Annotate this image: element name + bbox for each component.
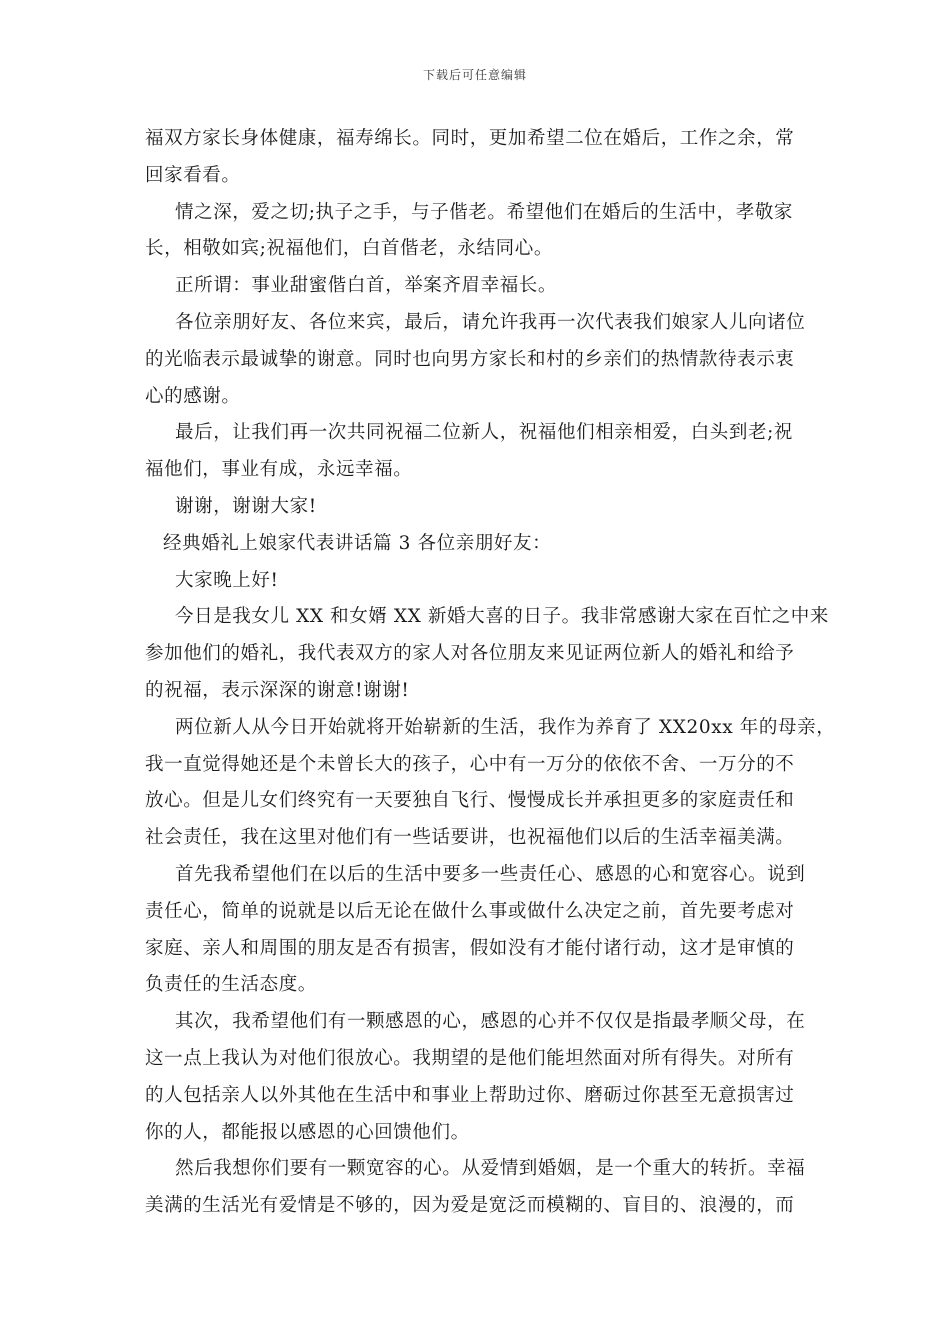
paragraph-line: 经典婚礼上娘家代表讲话篇 3 各位亲朋好友：: [163, 532, 552, 554]
paragraph-line: 的祝福，表示深深的谢意!谢谢!: [145, 679, 410, 701]
paragraph: [145, 489, 805, 526]
paragraph-line: 你的人，都能报以感恩的心回馈他们。: [145, 1121, 470, 1143]
paragraph: [145, 857, 805, 1004]
paragraph-line: 情之深，爱之切;执子之手，与子偕老。希望他们在婚后的生活中，孝敬家: [175, 201, 794, 223]
paragraph: [145, 1004, 805, 1151]
paragraph-line: 首先我希望他们在以后的生活中要多一些责任心、感恩的心和宽容心。说到: [175, 863, 806, 885]
paragraph-line: 长，相敬如宾;祝福他们，白首偕老，永结同心。: [145, 238, 553, 260]
paragraph-line: 最后，让我们再一次共同祝福二位新人，祝福他们相亲相爱，白头到老;祝: [175, 422, 794, 444]
paragraph-line: 谢谢，谢谢大家!: [175, 495, 317, 517]
paragraph-line: 美满的生活光有爱情是不够的，因为爱是宽泛而模糊的、盲目的、浪漫的，而: [145, 1195, 795, 1217]
paragraph-line: 我一直觉得她还是个未曾长大的孩子，心中有一万分的依依不舍、一万分的不: [145, 753, 795, 775]
paragraph-line: 大家晚上好!: [175, 569, 279, 591]
paragraph-line: 这一点上我认为对他们很放心。我期望的是他们能坦然面对所有得失。对所有: [145, 1047, 795, 1069]
paragraph-line: 各位亲朋好友、各位来宾，最后，请允许我再一次代表我们娘家人儿向诸位: [175, 311, 806, 333]
paragraph: [145, 526, 805, 563]
header-note: 下载后可任意编辑: [422, 68, 527, 82]
paragraph-line: 责任心，简单的说就是以后无论在做什么事或做什么决定之前，首先要考虑对: [145, 900, 795, 922]
paragraph: [145, 121, 805, 195]
paragraph-line: 家庭、亲人和周围的朋友是否有损害，假如没有才能付诸行动，这才是审慎的: [145, 937, 795, 959]
paragraph: [145, 415, 805, 489]
paragraph: [145, 1151, 805, 1225]
paragraph-line: 负责任的生活态度。: [145, 974, 317, 996]
paragraph-line: 正所谓：事业甜蜜偕白首，举案齐眉幸福长。: [175, 275, 558, 297]
paragraph-line: 心的感谢。: [145, 385, 241, 407]
paragraph: [145, 268, 805, 305]
paragraph-line: 然后我想你们要有一颗宽容的心。从爱情到婚姻，是一个重大的转折。幸福: [175, 1158, 806, 1180]
paragraph-line: 回家看看。: [145, 164, 241, 186]
paragraph: [145, 599, 830, 709]
paragraph-line: 放心。但是儿女们终究有一天要独自飞行、慢慢成长并承担更多的家庭责任和: [145, 790, 795, 812]
paragraph: [145, 195, 805, 269]
paragraph-line: 社会责任，我在这里对他们有一些话要讲，也祝福他们以后的生活幸福美满。: [145, 827, 795, 849]
paragraph-line: 今日是我女儿 XX 和女婿 XX 新婚大喜的日子。我非常感谢大家在百忙之中来: [175, 606, 830, 628]
paragraph-line: 参加他们的婚礼，我代表双方的家人对各位朋友来见证两位新人的婚礼和给予: [145, 643, 795, 665]
paragraph-line: 福他们，事业有成，永远幸福。: [145, 459, 413, 481]
paragraph-line: 两位新人从今日开始就将开始崭新的生活，我作为养育了 XX20xx 年的母亲，: [175, 716, 836, 738]
paragraph-line: 其次，我希望他们有一颗感恩的心，感恩的心并不仅仅是指最孝顺父母，在: [175, 1011, 806, 1033]
paragraph-line: 福双方家长身体健康，福寿绵长。同时，更加希望二位在婚后，工作之余，常: [145, 128, 795, 149]
paragraph-line: 的人包括亲人以外其他在生活中和事业上帮助过你、磨砺过你甚至无意损害过: [145, 1084, 795, 1106]
paragraph: [145, 563, 805, 600]
paragraph-line: 的光临表示最诚挚的谢意。同时也向男方家长和村的乡亲们的热情款待表示衷: [145, 348, 795, 370]
paragraph: [145, 710, 836, 857]
document-body: [145, 121, 836, 1225]
paragraph: [145, 305, 805, 415]
